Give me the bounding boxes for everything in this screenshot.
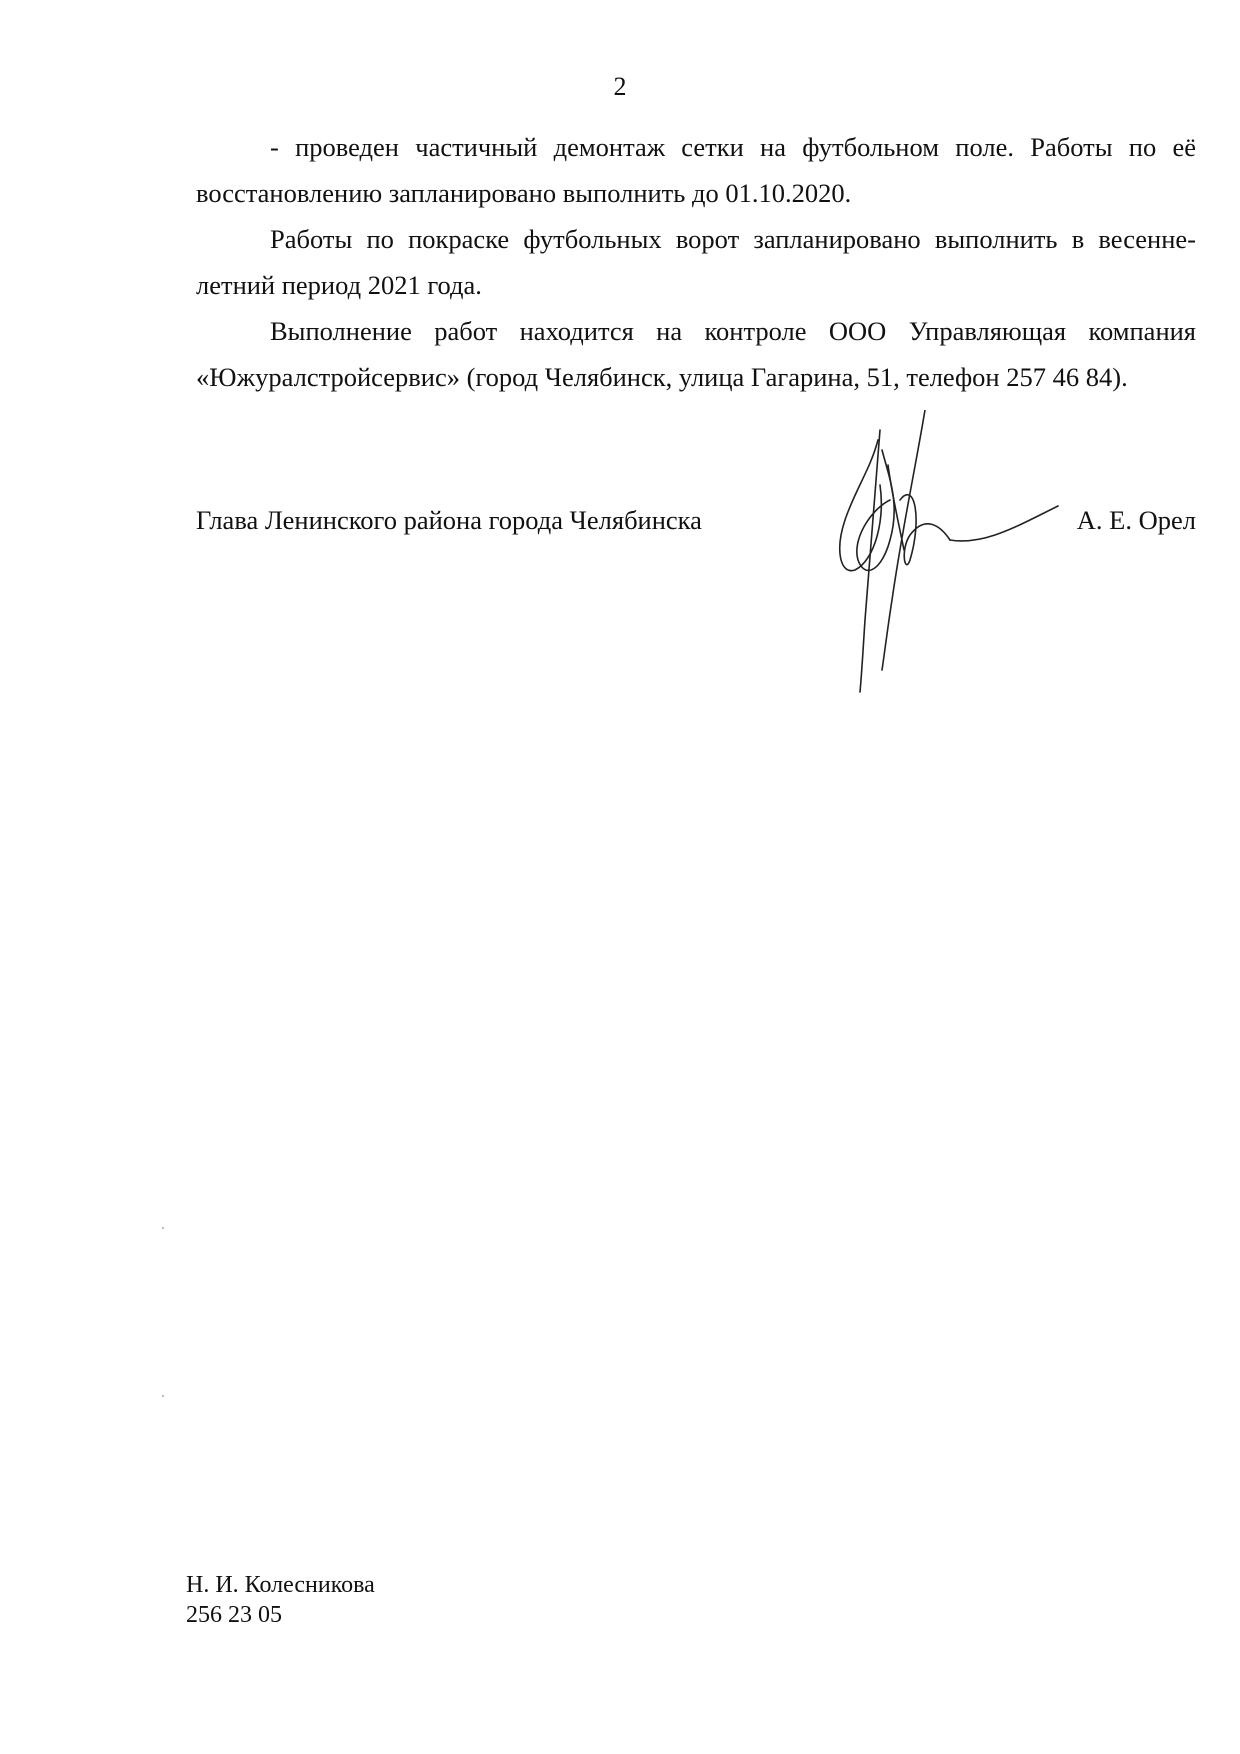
scan-artifact — [162, 1395, 164, 1397]
executor-name: Н. И. Колесникова — [186, 1572, 375, 1598]
signatory-name: А. Е. Орел — [1076, 505, 1196, 535]
executor-phone: 256 23 05 — [186, 1602, 282, 1628]
paragraph-control: Выполнение работ находится на контроле ООО Управляющая компания «Южуралстройсервис» (город Челябинск, улица Гагарина, 51, телефон 257 46 84). — [196, 316, 1196, 392]
page-number: 2 — [613, 72, 627, 101]
handwritten-signature — [830, 410, 1060, 695]
letter-body — [196, 124, 1196, 400]
scan-artifact — [162, 1227, 164, 1229]
executor-info — [186, 1570, 375, 1630]
paragraph-net-dismantling: - проведен частичный демонтаж сетки на футбольном поле. Работы по её восстановлению запланировано выполнить до 01.10.2020. — [196, 132, 1196, 208]
paragraph-goal-painting: Работы по покраске футбольных ворот запланировано выполнить в весенне-летний период 2021 года. — [196, 224, 1196, 300]
signatory-title: Глава Ленинского района города Челябинска — [196, 505, 702, 535]
